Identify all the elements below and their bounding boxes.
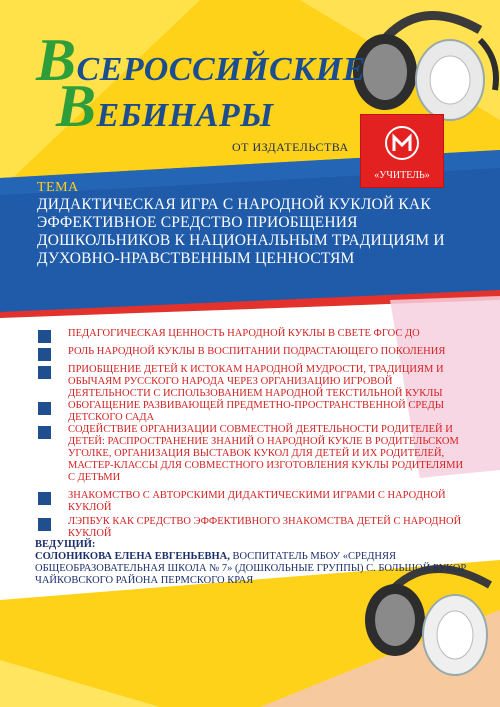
publisher-label: ОТ ИЗДАТЕЛЬСТВА	[232, 140, 349, 154]
list-item	[38, 424, 468, 484]
publisher-logo-icon	[361, 119, 443, 169]
list-item	[38, 328, 468, 343]
bullet-square-icon	[38, 426, 51, 439]
host-name: СОЛОНИКОВА ЕЛЕНА ЕВГЕНЬЕВНА,	[35, 551, 230, 562]
bullet-square-icon	[38, 402, 51, 415]
bullet-square-icon	[38, 348, 51, 361]
title-line-2	[56, 72, 274, 141]
title-line-1-rest: СЕРОССИЙСКИЕ	[76, 51, 366, 88]
list-item	[38, 490, 468, 514]
host-details: ВОСПИТАТЕЛЬ МБОУ «СРЕДНЯЯ ОБЩЕОБРАЗОВАТЕЛЬНАЯ ШКОЛА № 7» (ДОШКОЛЬНЫЕ ГРУППЫ) С. БОЛЬШОЙ БУКОР ЧАЙКОВСКОГО РАЙОНА ПЕРМСКОГО КРАЯ	[35, 551, 467, 586]
title-line-1-initial: В	[36, 27, 77, 93]
title-line-2-initial: В	[56, 73, 97, 139]
list-item-text: ЗНАКОМСТВО С АВТОРСКИМИ ДИДАКТИЧЕСКИМИ ИГРАМИ С НАРОДНОЙ КУКЛОЙ	[68, 490, 446, 513]
list-item-text: РОЛЬ НАРОДНОЙ КУКЛЫ В ВОСПИТАНИИ ПОДРАСТАЮЩЕГО ПОКОЛЕНИЯ	[68, 346, 446, 357]
title-line-2-rest: ЕБИНАРЫ	[96, 97, 274, 134]
list-item-text: ПРИОБЩЕНИЕ ДЕТЕЙ К ИСТОКАМ НАРОДНОЙ МУДРОСТИ, ТРАДИЦИЯМ И ОБЫЧАЯМ РУССКОГО НАРОДА ЧЕРЕЗ ОРГАНИЗАЦИЮ ИГРОВОЙ ДЕЯТЕЛЬНОСТИ С ИСПОЛЬЗОВАНИЕМ НАРОДНОЙ ТЕКСТИЛЬНОЙ КУКЛЫ	[68, 364, 444, 399]
topic-text: ДИДАКТИЧЕСКАЯ ИГРА С НАРОДНОЙ КУКЛОЙ КАК ЭФФЕКТИВНОЕ СРЕДСТВО ПРИОБЩЕНИЯ ДОШКОЛЬНИКОВ К НАЦИОНАЛЬНЫМ ТРАДИЦИЯМ И ДУХОВНО-НРАВСТВЕННЫМ ЦЕННОСТЯМ	[37, 196, 445, 267]
host-description	[35, 551, 475, 587]
bullet-square-icon	[38, 492, 51, 505]
topic-label: ТЕМА	[37, 180, 79, 195]
publisher-logo-text: «УЧИТЕЛЬ»	[374, 170, 430, 181]
bullet-square-icon	[38, 330, 51, 343]
list-item	[38, 516, 468, 540]
list-item-text: ОБОГАЩЕНИЕ РАЗВИВАЮЩЕЙ ПРЕДМЕТНО-ПРОСТРАНСТВЕННОЙ СРЕДЫ ДЕТСКОГО САДА	[68, 400, 444, 423]
host-label: ВЕДУЩИЙ:	[35, 539, 96, 550]
publisher-logo	[360, 114, 444, 188]
list-item	[38, 400, 468, 424]
list-item-text: СОДЕЙСТВИЕ ОРГАНИЗАЦИИ СОВМЕСТНОЙ ДЕЯТЕЛЬНОСТИ РОДИТЕЛЕЙ И ДЕТЕЙ: РАСПРОСТРАНЕНИЕ ЗНАНИЙ О НАРОДНОЙ КУКЛЕ В РОДИТЕЛЬСКОМ УГОЛКЕ, ОРГАНИЗАЦИЯ ВЫСТАВОК КУКОЛ ДЛЯ ДЕТЕЙ И ИХ РОДИТЕЛЕЙ, МАСТЕР-КЛАССЫ ДЛЯ СОВМЕСТНОГО ИЗГОТОВЛЕНИЯ КУКЛЫ РОДИТЕЛЯМИ С ДЕТЬМИ	[68, 424, 464, 483]
list-item-text: ПЕДАГОГИЧЕСКАЯ ЦЕННОСТЬ НАРОДНОЙ КУКЛЫ В СВЕТЕ ФГОС ДО	[68, 328, 420, 339]
bullet-square-icon	[38, 518, 51, 531]
list-item	[38, 364, 468, 400]
bullet-square-icon	[38, 366, 51, 379]
list-item-text: ЛЭПБУК КАК СРЕДСТВО ЭФФЕКТИВНОГО ЗНАКОМСТВА ДЕТЕЙ С НАРОДНОЙ КУКЛОЙ	[68, 516, 462, 539]
list-item	[38, 346, 468, 361]
